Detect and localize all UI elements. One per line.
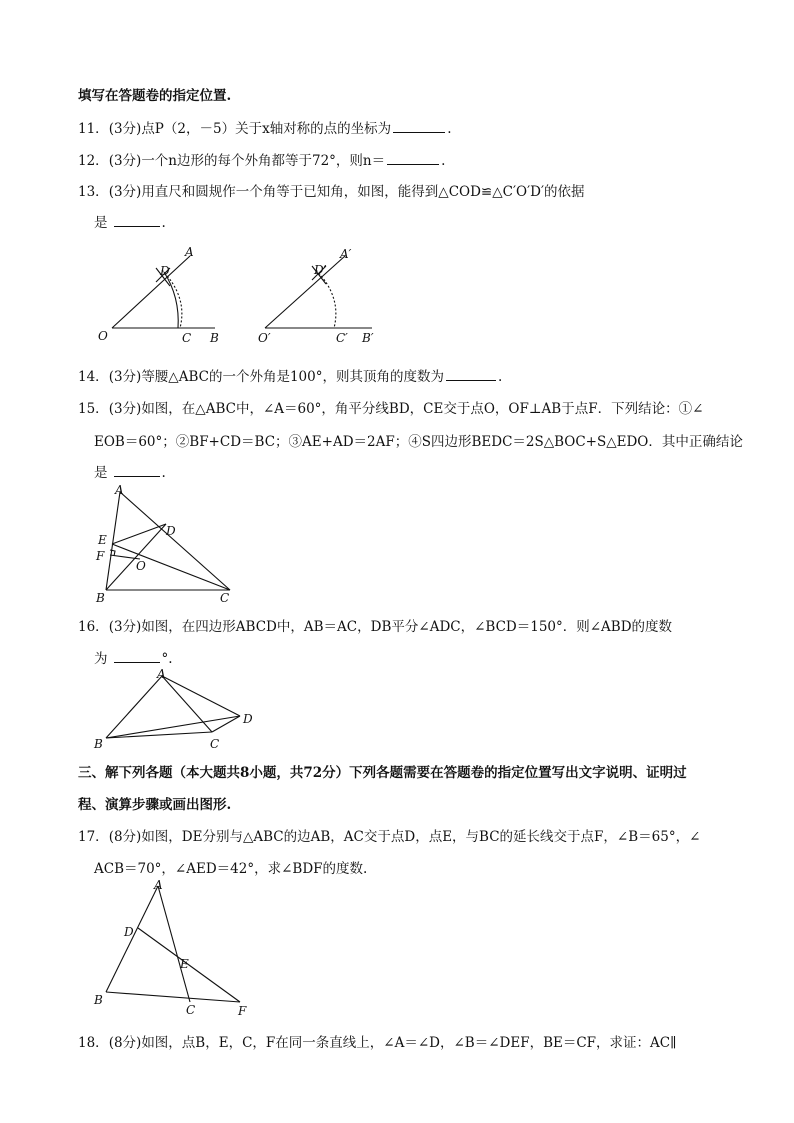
question-number: 14． bbox=[78, 369, 109, 385]
question-points: (8分) bbox=[108, 1035, 142, 1051]
label-b: B bbox=[94, 737, 103, 751]
label-o: O bbox=[136, 559, 146, 573]
question-points: (3分) bbox=[108, 401, 142, 417]
label-o: O bbox=[98, 329, 108, 343]
label-b-prime: B′ bbox=[362, 331, 374, 345]
question-12: 12．(3分)一个n边形的每个外角都等于72°，则n＝ . bbox=[78, 153, 446, 169]
question-text: 如图，点B，E，C，F在同一条直线上，∠A＝∠D，∠B＝∠DEF，BE＝CF，求证：AC∥ bbox=[141, 1035, 677, 1051]
question-number: 16． bbox=[78, 619, 109, 635]
diagonal-ac bbox=[162, 676, 212, 732]
side-ab bbox=[106, 492, 120, 590]
label-d: D bbox=[166, 524, 176, 538]
question-text: 用直尺和圆规作一个角等于已知角，如图，能得到△COD≌△C′O′D′的依据 bbox=[141, 184, 585, 200]
side-bf bbox=[106, 992, 240, 1002]
question-16 bbox=[78, 615, 672, 635]
answer-blank bbox=[446, 379, 496, 381]
line-df bbox=[138, 928, 240, 1002]
label-e: E bbox=[180, 957, 189, 971]
label-a: A bbox=[157, 667, 166, 681]
question-text: 如图，在△ABC中，∠A＝60°，角平分线BD，CE交于点O，OF⊥AB于点F．下列结论：①∠ bbox=[141, 401, 704, 417]
figure-16 bbox=[90, 668, 270, 753]
section-intro: 填写在答题卷的指定位置. bbox=[78, 88, 232, 104]
label-e: E bbox=[98, 533, 107, 547]
label-c: C bbox=[220, 591, 230, 605]
question-14: 14．(3分)等腰△ABC的一个外角是100°，则其顶角的度数为 . bbox=[78, 369, 503, 385]
question-points: (3分) bbox=[108, 153, 142, 169]
side-ac bbox=[120, 492, 230, 590]
question-17 bbox=[78, 825, 700, 845]
figure-17 bbox=[90, 878, 260, 1018]
section-3-heading-line2: 程、演算步骤或画出图形. bbox=[78, 797, 232, 813]
question-points: (8分) bbox=[108, 829, 142, 845]
label-a: A bbox=[185, 245, 194, 259]
question-text: 如图，DE分别与△ABC的边AB，AC交于点D，点E，与BC的延长线交于点F，∠B＝65°，∠ bbox=[141, 829, 701, 845]
label-d: D bbox=[124, 925, 134, 939]
section-3-heading: 三、解下列各题（本大题共8小题，共72分）下列各题需要在答题卷的指定位置写出文字说明、证明过 bbox=[78, 765, 687, 781]
question-17-line2: ACB＝70°，∠AED＝42°，求∠BDF的度数. bbox=[94, 861, 368, 877]
label-c: C bbox=[186, 1003, 196, 1017]
side-ac bbox=[158, 886, 190, 1002]
figure-13 bbox=[90, 242, 390, 352]
question-points: (3分) bbox=[108, 121, 142, 137]
segment-ed bbox=[112, 524, 166, 544]
question-text: 如图，在四边形ABCD中，AB＝AC，DB平分∠ADC，∠BCD＝150°．则∠ABD的度数 bbox=[141, 619, 673, 635]
label-c: C bbox=[182, 331, 192, 345]
question-points: (3分) bbox=[108, 184, 142, 200]
label-f: F bbox=[238, 1004, 247, 1018]
side-ab bbox=[106, 676, 162, 738]
question-text: 点P（2，－5）关于x轴对称的点的坐标为 bbox=[141, 121, 392, 137]
label-b: B bbox=[96, 591, 105, 605]
label-d-prime: D′ bbox=[314, 263, 327, 277]
question-18 bbox=[78, 1031, 676, 1051]
label-a: A bbox=[154, 878, 163, 892]
question-number: 18． bbox=[78, 1035, 109, 1051]
label-d: D bbox=[243, 712, 253, 726]
question-15-line3: 是 . bbox=[94, 465, 166, 481]
question-number: 17． bbox=[78, 829, 109, 845]
question-points: (3分) bbox=[108, 619, 142, 635]
answer-blank bbox=[114, 225, 160, 227]
label-b: B bbox=[94, 993, 103, 1007]
side-ab bbox=[106, 886, 158, 992]
question-number: 15． bbox=[78, 401, 109, 417]
label-a-prime: A′ bbox=[340, 247, 352, 261]
question-number: 12． bbox=[78, 153, 109, 169]
label-c-prime: C′ bbox=[336, 331, 348, 345]
label-a: A bbox=[115, 483, 124, 497]
question-13-line2: 是 . bbox=[94, 215, 166, 231]
label-o-prime: O′ bbox=[258, 331, 271, 345]
label-f: F bbox=[96, 549, 105, 563]
label-c: C bbox=[210, 737, 220, 751]
answer-blank bbox=[114, 475, 160, 477]
question-number: 11． bbox=[78, 121, 109, 137]
question-15 bbox=[78, 397, 703, 417]
bisector-ce bbox=[112, 544, 230, 590]
bisector-bd bbox=[106, 524, 166, 590]
question-text: 一个n边形的每个外角都等于72°，则n＝ bbox=[141, 153, 386, 169]
question-15-line2: EOB＝60°；②BF+CD＝BC；③AE+AD＝2AF；④S四边形BEDC＝2S△BOC+S△EDO．其中正确结论 bbox=[94, 434, 743, 450]
question-number: 13． bbox=[78, 184, 109, 200]
answer-blank bbox=[393, 131, 445, 133]
label-d: D bbox=[160, 264, 170, 278]
label-b: B bbox=[210, 331, 219, 345]
ray-o2a2 bbox=[265, 256, 345, 328]
question-16-line2: 为 °. bbox=[94, 651, 173, 667]
figure-15 bbox=[90, 482, 250, 607]
side-ad bbox=[162, 676, 240, 716]
question-11: 11．(3分)点P（2，－5）关于x轴对称的点的坐标为 . bbox=[78, 121, 452, 137]
question-points: (3分) bbox=[108, 369, 142, 385]
question-13 bbox=[78, 180, 585, 200]
answer-blank bbox=[114, 661, 160, 663]
question-text: 等腰△ABC的一个外角是100°，则其顶角的度数为 bbox=[141, 369, 444, 385]
answer-blank bbox=[387, 163, 439, 165]
